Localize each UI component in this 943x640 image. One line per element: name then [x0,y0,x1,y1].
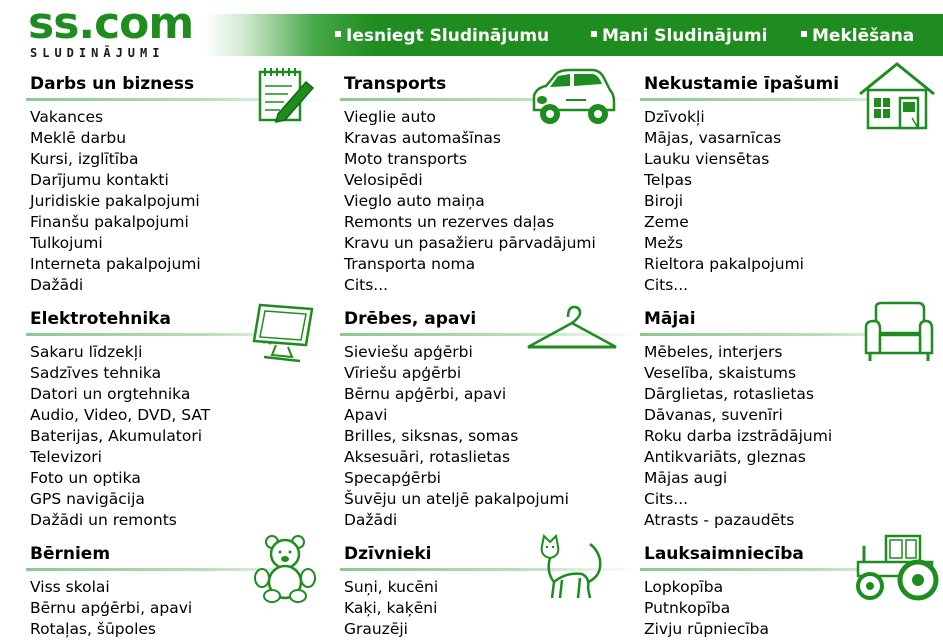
category-link[interactable]: Transporta noma [344,255,476,273]
category-link[interactable]: Sadzīves tehnika [30,364,162,382]
category-link[interactable]: Brilles, siksnas, somas [344,427,519,445]
nav-search[interactable] [801,14,914,56]
logo-subtitle: SLUDINĀJUMI [30,46,165,60]
category-link[interactable]: Mājas augi [644,469,728,487]
category-link[interactable]: Interneta pakalpojumi [30,255,201,273]
category-links [344,577,438,640]
category-link[interactable]: Sieviešu apģērbi [344,343,473,361]
category-link[interactable]: Bērnu apģērbi, apavi [30,599,193,617]
monitor-icon [250,301,316,369]
category-link[interactable]: Zeme [644,213,689,231]
category-link[interactable]: Audio, Video, DVD, SAT [30,406,211,424]
category-link[interactable]: Kravas automašīnas [344,129,501,147]
category-link[interactable]: Finanšu pakalpojumi [30,213,189,231]
category-links [344,107,596,296]
category-link[interactable]: Moto transports [344,150,468,168]
site-logo[interactable] [28,2,203,62]
category-link[interactable]: Darījumu kontakti [30,171,169,189]
category-link[interactable]: Rieltora pakalpojumi [644,255,804,273]
armchair-icon [862,299,934,369]
category-link[interactable]: Sakaru līdzekļi [30,343,143,361]
category-title[interactable]: Bērniem [30,544,111,564]
category-link[interactable]: Kaķi, kaķēni [344,599,438,617]
category-link[interactable]: Kursi, izglītība [30,150,139,168]
category-link[interactable]: Dārglietas, rotaslietas [644,385,814,403]
category-link[interactable]: Atrasts - pazaudēts [644,511,795,529]
category-link[interactable]: Specapģērbi [344,469,441,487]
category-link[interactable]: Dzīvokļi [644,108,705,126]
category-link[interactable]: Grauzēji [344,620,408,638]
category-link[interactable]: Suņi, kucēni [344,578,439,596]
category-link[interactable]: Velosipēdi [344,171,423,189]
bullet-square-icon [591,31,597,37]
category-link[interactable]: Viss skolai [30,578,110,596]
category-links [30,577,192,640]
nav-my-ads[interactable] [591,14,767,56]
category-link[interactable]: Televizori [30,448,102,466]
category-link[interactable]: Foto un optika [30,469,141,487]
category-title[interactable]: Elektrotehnika [30,309,171,329]
category-title[interactable]: Mājai [644,309,696,329]
category-link[interactable]: Veselība, skaistums [644,364,797,382]
category-link[interactable]: Mēbeles, interjers [644,343,783,361]
category-link[interactable]: Roku darba izstrādājumi [644,427,833,445]
category-link[interactable]: Dāvanas, suvenīri [644,406,783,424]
category-title[interactable]: Transports [344,74,447,94]
category-title[interactable]: Lauksaimniecība [644,544,804,564]
category-link[interactable]: Zivju rūpniecība [644,620,770,638]
category-link[interactable]: Apavi [344,406,388,424]
category-link[interactable]: Mājas, vasarnīcas [644,129,782,147]
nav-search-label: Meklēšana [812,26,915,46]
tractor-icon [850,532,940,606]
bullet-square-icon [801,31,807,37]
category-link[interactable]: Cits... [344,276,389,294]
category-link[interactable]: Biroji [644,192,684,210]
category-link[interactable]: GPS navigācija [30,490,145,508]
category-link[interactable]: Datori un orgtehnika [30,385,191,403]
category-link[interactable]: Lauku viensētas [644,150,770,168]
category-title[interactable]: Dzīvnieki [344,544,432,564]
nav-submit-label: Iesniegt Sludinājumu [346,26,550,46]
logo-text: ss.com [28,0,194,49]
category-link[interactable]: Lopkopība [644,578,724,596]
house-icon [856,60,938,136]
category-links [344,342,569,531]
category-link[interactable]: Šuvēju un ateljē pakalpojumi [344,490,569,508]
category-link[interactable]: Juridiskie pakalpojumi [30,192,200,210]
category-link[interactable]: Cits... [644,490,689,508]
category-links [644,107,804,296]
category-link[interactable]: Remonts un rezerves daļas [344,213,555,231]
teddy-bear-icon [252,534,318,608]
category-link[interactable]: Telpas [644,171,693,189]
nav-my-ads-label: Mani Sludinājumi [602,26,768,46]
category-link[interactable]: Mežs [644,234,684,252]
category-link[interactable]: Dažādi [30,276,84,294]
category-link[interactable]: Dažādi un remonts [30,511,177,529]
top-nav-bar [205,14,943,56]
category-link[interactable]: Kravu un pasažieru pārvadājumi [344,234,596,252]
category-link[interactable]: Dažādi [344,511,398,529]
category-title[interactable]: Drēbes, apavi [344,309,477,329]
category-link[interactable]: Vīriešu apģērbi [344,364,462,382]
category-links [30,107,201,296]
category-link[interactable]: Cits... [644,276,689,294]
category-links [644,577,769,640]
category-link[interactable]: Meklē darbu [30,129,127,147]
category-title[interactable]: Nekustamie īpašumi [644,74,840,94]
category-title[interactable]: Darbs un bizness [30,74,195,94]
nav-submit-ad[interactable] [335,14,549,56]
category-link[interactable]: Rotaļas, šūpoles [30,620,157,638]
category-link[interactable]: Tulkojumi [30,234,103,252]
bullet-square-icon [335,31,341,37]
category-links [644,342,832,531]
cat-icon [532,532,608,608]
category-link[interactable]: Bērnu apģērbi, apavi [344,385,507,403]
category-link[interactable]: Aksesuāri, rotaslietas [344,448,511,466]
category-links [30,342,210,531]
category-link[interactable]: Baterijas, Akumulatori [30,427,203,445]
category-link[interactable]: Vieglie auto [344,108,436,126]
notepad-pencil-icon [256,64,316,128]
category-link[interactable]: Vieglo auto maiņa [344,192,485,210]
category-link[interactable]: Antikvariāts, gleznas [644,448,806,466]
category-link[interactable]: Vakances [30,108,104,126]
category-link[interactable]: Putnkopība [644,599,731,617]
